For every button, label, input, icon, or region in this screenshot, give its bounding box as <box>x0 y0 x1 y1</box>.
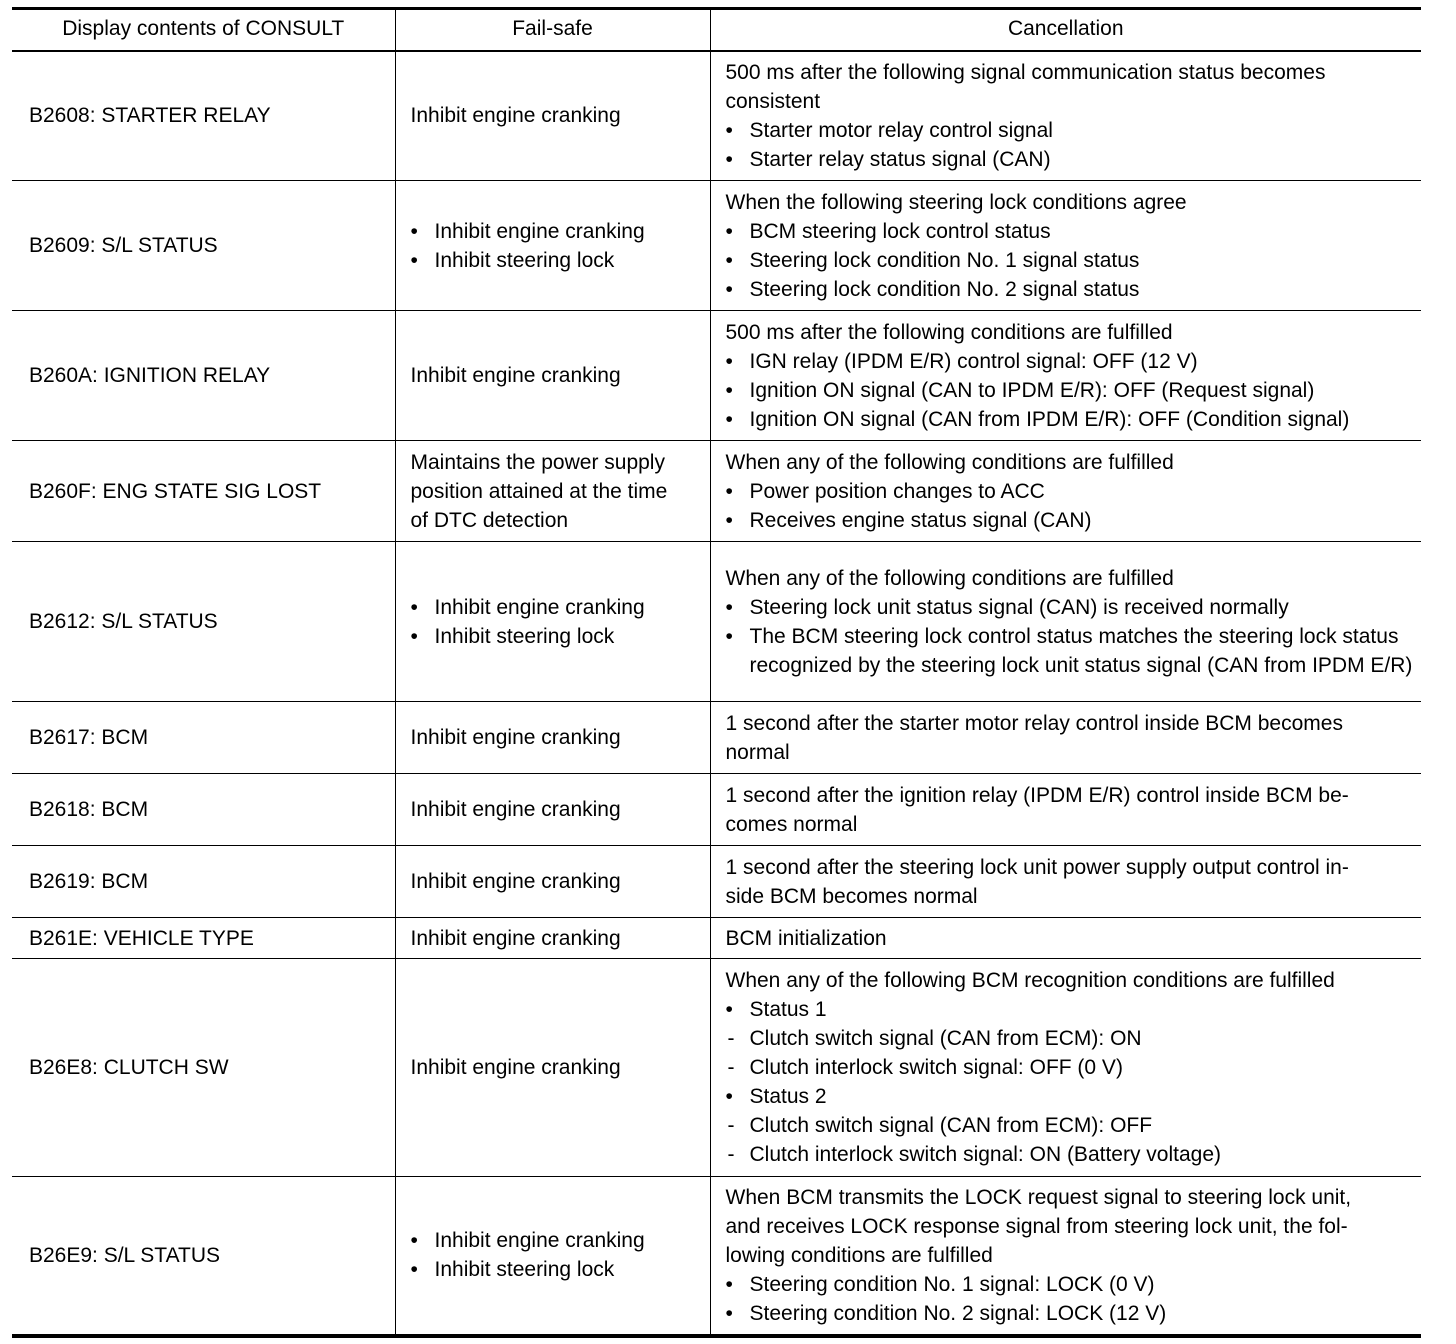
dtc-code: B26E8: CLUTCH SW <box>12 959 395 1177</box>
fail-safe-text: Inhibit engine cranking <box>410 798 621 821</box>
cancellation-text: side BCM becomes normal <box>725 884 978 908</box>
cancellation-text: 1 second after the starter motor relay control inside BCM becomes <box>725 711 1343 735</box>
cancellation-bullet: • Starter motor relay control signal <box>726 116 1416 145</box>
cancellation-text: comes normal <box>725 812 858 836</box>
dtc-code: B2618: BCM <box>12 774 395 846</box>
cancellation-text: 1 second after the steering lock unit power supply output control in- <box>725 855 1349 879</box>
cancellation-cell <box>710 846 1421 918</box>
table-row <box>12 51 1421 181</box>
cancellation-cell <box>710 959 1421 1177</box>
cancellation-text: When BCM transmits the LOCK request signal to steering lock unit, <box>725 1185 1352 1209</box>
fail-safe-cell <box>395 918 710 959</box>
table-row <box>12 959 1421 1177</box>
cancellation-text: When any of the following BCM recognition conditions are fulfilled <box>725 969 1335 992</box>
cancellation-bullet: • Status 2 <box>726 1082 1416 1111</box>
dtc-code: B2608: STARTER RELAY <box>12 51 395 181</box>
fail-safe-cell <box>395 311 710 441</box>
cancellation-text: 500 ms after the following conditions are fulfilled <box>725 320 1173 344</box>
cancellation-bullet: • Steering condition No. 2 signal: LOCK (12 V) <box>726 1299 1416 1328</box>
cancellation-text: 500 ms after the following signal communication status becomes consistent <box>725 60 1326 113</box>
cancellation-cell <box>710 1177 1421 1336</box>
cancellation-bullet: • The BCM steering lock control status matches the steering lock status recognized by the steering lock unit status signal (CAN from IPDM E/R) <box>726 622 1416 680</box>
cancellation-bullet: • IGN relay (IPDM E/R) control signal: OFF (12 V) <box>726 347 1416 376</box>
fail-safe-bullet: • Inhibit engine cranking <box>411 593 710 622</box>
fail-safe-bullet: • Inhibit engine cranking <box>411 217 710 246</box>
fail-safe-bullet: • Inhibit steering lock <box>411 622 710 651</box>
header-row <box>12 9 1421 51</box>
cancellation-bullet: • Status 1 <box>726 995 1416 1024</box>
dtc-code: B2617: BCM <box>12 702 395 774</box>
fail-safe-text: Inhibit engine cranking <box>410 926 621 950</box>
table-row <box>12 774 1421 846</box>
cancellation-cell <box>710 441 1421 542</box>
cancellation-cell <box>710 702 1421 774</box>
fail-safe-cell <box>395 181 710 311</box>
cancellation-text: When any of the following conditions are fulfilled <box>725 450 1174 474</box>
fail-safe-bullet: • Inhibit engine cranking <box>411 1226 710 1255</box>
cancellation-bullet: • BCM steering lock control status <box>726 217 1416 246</box>
table-row <box>12 702 1421 774</box>
fail-safe-text: position attained at the time <box>410 479 668 503</box>
cancellation-bullet: • Starter relay status signal (CAN) <box>726 145 1416 174</box>
fail-safe-bullet: • Inhibit steering lock <box>411 1255 710 1284</box>
cancellation-text: When any of the following conditions are fulfilled <box>725 566 1174 590</box>
dtc-code: B2619: BCM <box>12 846 395 918</box>
fail-safe-text: Inhibit engine cranking <box>410 726 621 749</box>
cancellation-cell <box>710 542 1421 702</box>
dtc-code: B260F: ENG STATE SIG LOST <box>12 441 395 542</box>
table-row <box>12 846 1421 918</box>
cancellation-dash-item: - Clutch interlock switch signal: ON (Battery voltage) <box>726 1140 1416 1169</box>
fail-safe-cell <box>395 542 710 702</box>
table-row <box>12 918 1421 959</box>
fail-safe-text: Inhibit engine cranking <box>410 104 621 128</box>
cancellation-text: lowing conditions are fulfilled <box>725 1243 993 1267</box>
cancellation-dash-item: - Clutch switch signal (CAN from ECM): OFF <box>726 1111 1416 1140</box>
cancellation-bullet: • Ignition ON signal (CAN from IPDM E/R): OFF (Condition signal) <box>726 405 1416 434</box>
cancellation-bullet: • Receives engine status signal (CAN) <box>726 506 1416 535</box>
header-fail-safe: Fail-safe <box>395 9 710 51</box>
table-row <box>12 542 1421 702</box>
cancellation-text: BCM initialization <box>725 926 887 950</box>
table-row <box>12 441 1421 542</box>
cancellation-cell <box>710 181 1421 311</box>
fail-safe-cell <box>395 702 710 774</box>
cancellation-cell <box>710 774 1421 846</box>
fail-safe-text: Inhibit engine cranking <box>410 870 621 893</box>
cancellation-text: 1 second after the ignition relay (IPDM E/R) control inside BCM be- <box>725 783 1349 807</box>
dtc-code: B26E9: S/L STATUS <box>12 1177 395 1336</box>
cancellation-bullet: • Ignition ON signal (CAN to IPDM E/R): OFF (Request signal) <box>726 376 1416 405</box>
cancellation-dash-item: - Clutch interlock switch signal: OFF (0 V) <box>726 1053 1416 1082</box>
cancellation-dash-item: - Clutch switch signal (CAN from ECM): ON <box>726 1024 1416 1053</box>
cancellation-bullet: • Steering lock condition No. 1 signal status <box>726 246 1416 275</box>
cancellation-text: When the following steering lock conditions agree <box>725 190 1187 214</box>
fail-safe-cell <box>395 959 710 1177</box>
cancellation-text: and receives LOCK response signal from steering lock unit, the fol- <box>725 1214 1348 1238</box>
table-row <box>12 181 1421 311</box>
cancellation-bullet: • Power position changes to ACC <box>726 477 1416 506</box>
fail-safe-cell <box>395 441 710 542</box>
header-cancellation: Cancellation <box>710 9 1421 51</box>
dtc-failsafe-table <box>12 7 1421 1338</box>
fail-safe-cell <box>395 1177 710 1336</box>
dtc-code: B260A: IGNITION RELAY <box>12 311 395 441</box>
dtc-code: B2609: S/L STATUS <box>12 181 395 311</box>
cancellation-text: normal <box>725 740 790 764</box>
cancellation-cell <box>710 51 1421 181</box>
cancellation-cell <box>710 311 1421 441</box>
table-row <box>12 311 1421 441</box>
cancellation-cell <box>710 918 1421 959</box>
cancellation-bullet: • Steering lock unit status signal (CAN) is received normally <box>726 593 1416 622</box>
fail-safe-bullet: • Inhibit steering lock <box>411 246 710 275</box>
cancellation-bullet: • Steering condition No. 1 signal: LOCK (0 V) <box>726 1270 1416 1299</box>
dtc-code: B2612: S/L STATUS <box>12 542 395 702</box>
dtc-code: B261E: VEHICLE TYPE <box>12 918 395 959</box>
fail-safe-text: Inhibit engine cranking <box>410 364 621 387</box>
fail-safe-cell <box>395 51 710 181</box>
fail-safe-text: Inhibit engine cranking <box>410 1056 621 1079</box>
fail-safe-cell <box>395 846 710 918</box>
fail-safe-cell <box>395 774 710 846</box>
fail-safe-text: Maintains the power supply <box>410 450 665 474</box>
cancellation-bullet: • Steering lock condition No. 2 signal status <box>726 275 1416 304</box>
header-display-contents: Display contents of CONSULT <box>12 9 395 51</box>
table-row <box>12 1177 1421 1336</box>
fail-safe-text: of DTC detection <box>410 508 569 532</box>
